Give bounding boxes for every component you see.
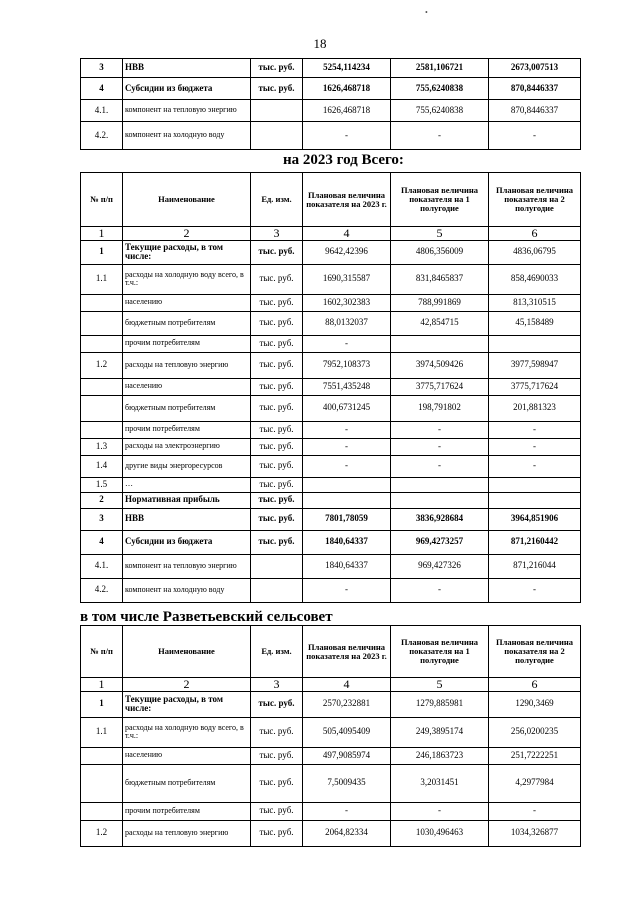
section-title-2023-total: на 2023 год Всего: [283, 152, 404, 168]
row-unit: тыс. руб. [251, 477, 303, 492]
row-unit: тыс. руб. [251, 530, 303, 554]
row-unit: тыс. руб. [251, 747, 303, 764]
row-unit: тыс. руб. [251, 395, 303, 421]
table-row [81, 691, 581, 717]
col-header-year: Плановая величина показателя на 2023 г. [303, 626, 391, 678]
value-half2: 813,310515 [489, 294, 581, 311]
row-name: расходы на тепловую энергию [123, 352, 251, 378]
row-unit: тыс. руб. [251, 820, 303, 846]
row-name: прочим потребителям [123, 802, 251, 820]
index-row [81, 678, 581, 692]
value-year: 7952,108373 [303, 352, 391, 378]
table-2023-total [80, 172, 581, 603]
value-half1: 2581,106721 [391, 59, 489, 78]
value-year: - [303, 455, 391, 477]
col-header-unit: Ед. изм. [251, 173, 303, 227]
value-year: 7551,435248 [303, 378, 391, 395]
value-half1: 831,8465837 [391, 264, 489, 294]
value-half2 [489, 477, 581, 492]
row-number: 4 [81, 78, 123, 100]
row-unit: тыс. руб. [251, 421, 303, 438]
index-cell: 6 [489, 227, 581, 241]
row-unit: тыс. руб. [251, 240, 303, 264]
row-unit: тыс. руб. [251, 78, 303, 100]
col-header-half1: Плановая величина показателя на 1 полугодие [391, 173, 489, 227]
row-number: 3 [81, 508, 123, 530]
table-row [81, 492, 581, 508]
row-name: бюджетным потребителям [123, 395, 251, 421]
value-half1: 3,2031451 [391, 764, 489, 802]
col-header-year: Плановая величина показателя на 2023 г. [303, 173, 391, 227]
row-name: другие виды энергоресурсов [123, 455, 251, 477]
col-header-number: № п/п [81, 173, 123, 227]
value-year: 2570,232881 [303, 691, 391, 717]
row-name: бюджетным потребителям [123, 311, 251, 335]
row-name: расходы на холодную воду всего, в т.ч.: [123, 717, 251, 747]
table-row [81, 395, 581, 421]
value-half2: 201,881323 [489, 395, 581, 421]
index-cell: 3 [251, 678, 303, 692]
row-name: расходы на холодную воду всего, в т.ч.: [123, 264, 251, 294]
value-half2: 871,216044 [489, 554, 581, 578]
table-row [81, 717, 581, 747]
row-number: 4 [81, 530, 123, 554]
value-half2: 4836,06795 [489, 240, 581, 264]
value-half1: 1030,496463 [391, 820, 489, 846]
row-name: компонент на холодную воду [123, 122, 251, 150]
value-half2 [489, 492, 581, 508]
value-half2: 3964,851906 [489, 508, 581, 530]
value-half2: 871,2160442 [489, 530, 581, 554]
table-row [81, 240, 581, 264]
row-number [81, 335, 123, 352]
row-number: 1.2 [81, 352, 123, 378]
table-row [81, 378, 581, 395]
value-year: 1626,468718 [303, 78, 391, 100]
value-year: 1602,302383 [303, 294, 391, 311]
table-row [81, 802, 581, 820]
value-half2: 2673,007513 [489, 59, 581, 78]
row-number: 1.1 [81, 264, 123, 294]
col-header-half2: Плановая величина показателя на 2 полугодие [489, 173, 581, 227]
row-number [81, 311, 123, 335]
value-year: 7,5009435 [303, 764, 391, 802]
value-half2: 1034,326877 [489, 820, 581, 846]
row-name: компонент на тепловую энергию [123, 100, 251, 122]
index-cell: 1 [81, 678, 123, 692]
value-year: - [303, 802, 391, 820]
row-unit: тыс. руб. [251, 294, 303, 311]
row-number [81, 764, 123, 802]
value-half2: 3775,717624 [489, 378, 581, 395]
value-half2: - [489, 421, 581, 438]
value-year: - [303, 335, 391, 352]
value-half1: 42,854715 [391, 311, 489, 335]
row-name: компонент на холодную воду [123, 578, 251, 602]
row-name: Субсидии из бюджета [123, 530, 251, 554]
table-row [81, 352, 581, 378]
value-half1: 4806,356009 [391, 240, 489, 264]
row-name: населению [123, 378, 251, 395]
value-half1: - [391, 802, 489, 820]
value-half2: 256,0200235 [489, 717, 581, 747]
index-cell: 5 [391, 227, 489, 241]
value-half1 [391, 492, 489, 508]
value-half2: 858,4690033 [489, 264, 581, 294]
value-half2: - [489, 802, 581, 820]
row-unit: тыс. руб. [251, 508, 303, 530]
row-number: 1 [81, 691, 123, 717]
value-year: 400,6731245 [303, 395, 391, 421]
row-name: прочим потребителям [123, 421, 251, 438]
value-half1: 3836,928684 [391, 508, 489, 530]
value-year: - [303, 438, 391, 455]
row-name: Текущие расходы, в том числе: [123, 240, 251, 264]
table-row [81, 578, 581, 602]
row-unit: тыс. руб. [251, 691, 303, 717]
row-number: 1.1 [81, 717, 123, 747]
table-row [81, 554, 581, 578]
row-number [81, 747, 123, 764]
col-header-unit: Ед. изм. [251, 626, 303, 678]
value-half1: - [391, 438, 489, 455]
value-half2: - [489, 455, 581, 477]
row-number [81, 395, 123, 421]
value-half2 [489, 335, 581, 352]
row-unit [251, 100, 303, 122]
table-row [81, 335, 581, 352]
table-razvetyevsky [80, 625, 581, 847]
value-half1: 249,3895174 [391, 717, 489, 747]
section-title-razvetyevsky: в том числе Разветьевский сельсовет [80, 609, 333, 625]
index-cell: 5 [391, 678, 489, 692]
index-cell: 2 [123, 227, 251, 241]
row-unit: тыс. руб. [251, 455, 303, 477]
value-year: 1840,64337 [303, 530, 391, 554]
table-row [81, 122, 581, 150]
value-half2: 4,2977984 [489, 764, 581, 802]
table-row [81, 264, 581, 294]
row-unit [251, 554, 303, 578]
row-number: 1.4 [81, 455, 123, 477]
value-year: 7801,78059 [303, 508, 391, 530]
row-name: … [123, 477, 251, 492]
value-half1 [391, 335, 489, 352]
row-name: бюджетным потребителям [123, 764, 251, 802]
table-row [81, 508, 581, 530]
value-year: 505,4095409 [303, 717, 391, 747]
col-header-half2: Плановая величина показателя на 2 полугодие [489, 626, 581, 678]
value-half1: 1279,885981 [391, 691, 489, 717]
table-row [81, 294, 581, 311]
row-number: 1 [81, 240, 123, 264]
table-row [81, 820, 581, 846]
value-half1: - [391, 578, 489, 602]
value-half1: 969,4273257 [391, 530, 489, 554]
value-half1: 246,1863723 [391, 747, 489, 764]
value-half2: 1290,3469 [489, 691, 581, 717]
page-number: 18 [313, 36, 327, 51]
value-half1: - [391, 122, 489, 150]
value-half2: 870,8446337 [489, 78, 581, 100]
table-row [81, 747, 581, 764]
value-half1 [391, 477, 489, 492]
row-unit: тыс. руб. [251, 764, 303, 802]
index-cell: 4 [303, 678, 391, 692]
value-year: 5254,114234 [303, 59, 391, 78]
row-number [81, 802, 123, 820]
value-half1: - [391, 455, 489, 477]
value-year: 497,9085974 [303, 747, 391, 764]
table-row [81, 764, 581, 802]
row-number: 4.2. [81, 122, 123, 150]
row-name: Текущие расходы, в том числе: [123, 691, 251, 717]
index-cell: 3 [251, 227, 303, 241]
row-unit: тыс. руб. [251, 352, 303, 378]
row-name: населению [123, 747, 251, 764]
value-half1: 788,991869 [391, 294, 489, 311]
table-row [81, 530, 581, 554]
col-header-name: Наименование [123, 626, 251, 678]
row-name: населению [123, 294, 251, 311]
row-unit: тыс. руб. [251, 264, 303, 294]
row-name: НВВ [123, 59, 251, 78]
row-unit [251, 122, 303, 150]
row-name: прочим потребителям [123, 335, 251, 352]
value-year: 88,0132037 [303, 311, 391, 335]
row-unit [251, 578, 303, 602]
continued-table [80, 58, 581, 150]
row-number: 4.1. [81, 554, 123, 578]
value-half2: - [489, 578, 581, 602]
value-half1: 3775,717624 [391, 378, 489, 395]
row-name: расходы на электроэнергию [123, 438, 251, 455]
value-year [303, 492, 391, 508]
row-name: Нормативная прибыль [123, 492, 251, 508]
value-half2: 251,7222251 [489, 747, 581, 764]
value-year: - [303, 421, 391, 438]
col-header-number: № п/п [81, 626, 123, 678]
value-half1: 969,427326 [391, 554, 489, 578]
row-unit: тыс. руб. [251, 802, 303, 820]
row-name: расходы на тепловую энергию [123, 820, 251, 846]
scan-speck: • [425, 8, 428, 17]
index-cell: 6 [489, 678, 581, 692]
value-year: 9642,42396 [303, 240, 391, 264]
table-row [81, 477, 581, 492]
row-number [81, 294, 123, 311]
row-number: 2 [81, 492, 123, 508]
value-half2: 870,8446337 [489, 100, 581, 122]
row-unit: тыс. руб. [251, 311, 303, 335]
value-half1: 755,6240838 [391, 100, 489, 122]
index-cell: 2 [123, 678, 251, 692]
row-number: 1.5 [81, 477, 123, 492]
value-half2: 45,158489 [489, 311, 581, 335]
row-number: 1.2 [81, 820, 123, 846]
row-unit: тыс. руб. [251, 335, 303, 352]
col-header-name: Наименование [123, 173, 251, 227]
value-year [303, 477, 391, 492]
row-unit: тыс. руб. [251, 438, 303, 455]
row-number [81, 421, 123, 438]
row-name: НВВ [123, 508, 251, 530]
value-year: 1690,315587 [303, 264, 391, 294]
table-row [81, 59, 581, 78]
row-name: Субсидии из бюджета [123, 78, 251, 100]
value-half2: - [489, 122, 581, 150]
value-year: - [303, 122, 391, 150]
value-year: 1840,64337 [303, 554, 391, 578]
table-row [81, 78, 581, 100]
index-cell: 1 [81, 227, 123, 241]
value-half2: 3977,598947 [489, 352, 581, 378]
table-row [81, 100, 581, 122]
row-unit: тыс. руб. [251, 492, 303, 508]
table-row [81, 311, 581, 335]
row-name: компонент на тепловую энергию [123, 554, 251, 578]
row-number: 1.3 [81, 438, 123, 455]
table-row [81, 421, 581, 438]
row-unit: тыс. руб. [251, 59, 303, 78]
row-number: 4.1. [81, 100, 123, 122]
value-year: - [303, 578, 391, 602]
value-half1: - [391, 421, 489, 438]
row-number: 3 [81, 59, 123, 78]
value-half1: 3974,509426 [391, 352, 489, 378]
col-header-half1: Плановая величина показателя на 1 полугодие [391, 626, 489, 678]
table-row [81, 455, 581, 477]
row-number: 4.2. [81, 578, 123, 602]
index-cell: 4 [303, 227, 391, 241]
value-half1: 198,791802 [391, 395, 489, 421]
value-year: 2064,82334 [303, 820, 391, 846]
table-row [81, 438, 581, 455]
value-half2: - [489, 438, 581, 455]
value-year: 1626,468718 [303, 100, 391, 122]
value-half1: 755,6240838 [391, 78, 489, 100]
row-number [81, 378, 123, 395]
index-row [81, 227, 581, 241]
row-unit: тыс. руб. [251, 717, 303, 747]
row-unit: тыс. руб. [251, 378, 303, 395]
